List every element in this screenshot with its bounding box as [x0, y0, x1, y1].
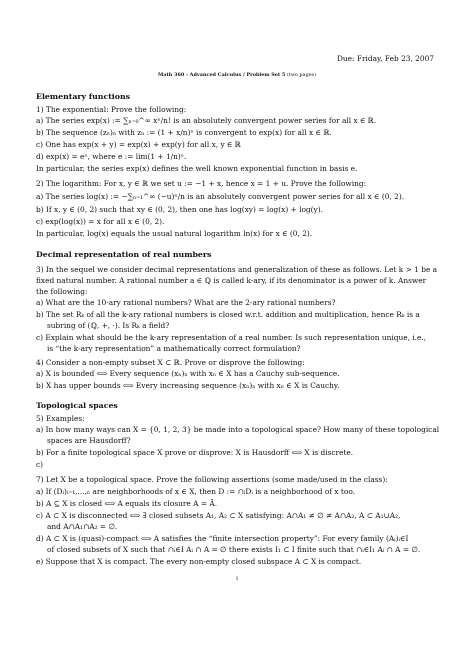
problem-7d-line1: d) A ⊂ X is (quasi)-compact ⟺ A satisfies the “finite intersection property”: For every family (Aᵢ)ᵢ∈I	[36, 534, 409, 543]
problem-1-note: In particular, the series exp(x) defines the well known exponential function in basis e.	[36, 164, 358, 173]
problem-7c-line1: c) A ⊂ X is disconnected ⟺ ∃ closed subsets A₁, A₂ ⊂ X satisfying: A∩A₁ ≠ ∅ ≠ A∩A₂, A ⊂ A₁∪A₂,	[36, 511, 401, 520]
problem-7a: a) If (Dᵢ)ᵢ₌₁,...,ₙ are neighborhoods of x ∈ X, then D := ∩ᵢDᵢ is a neighborhood of x too.	[36, 487, 355, 496]
section-heading-topological: Topological spaces	[36, 401, 118, 410]
problem-5b: b) For a finite topological space X prove or disprove: X is Hausdorff ⟺ X is discrete.	[36, 448, 354, 457]
problem-2c: c) exp(log(x)) = x for all x ∈ (0, 2).	[36, 217, 165, 226]
section-heading-decimal: Decimal representation of real numbers	[36, 250, 212, 259]
problem-3c-line2: is “the k-ary representation” a mathematically correct formulation?	[47, 344, 301, 353]
problem-3b-line2: subring of (ℚ, +, ·). Is Rₖ a field?	[47, 321, 170, 330]
problem-1a: a) The series exp(x) := ∑ₙ₌₀^∞ xⁿ/n! is an absolutely convergent power series for all x ∈ ℝ.	[36, 116, 377, 125]
problem-7-intro: 7) Let X be a topological space. Prove the following assertions (some made/used in the class):	[36, 475, 388, 484]
problem-2-intro: 2) The logarithm: For x, y ∈ ℝ we set u := −1 + x, hence x = 1 + u. Prove the following:	[36, 179, 367, 188]
problem-4a: a) X is bounded ⟺ Every sequence (xₙ)ₙ with xₙ ∈ X has a Cauchy sub-sequence.	[36, 369, 340, 378]
problem-1-intro: 1) The exponential: Prove the following:	[36, 105, 187, 114]
due-date: Due: Friday, Feb 23, 2007	[336, 54, 434, 63]
page-title	[0, 73, 474, 79]
problem-3b-line1: b) The set Rₖ of all the k-ary rational numbers is closed w.r.t. addition and multiplication, hence Rₖ is a	[36, 310, 420, 319]
problem-7d-line2: of closed subsets of X such that ∩ᵢ∈I Aᵢ ∩ A = ∅ there exists I₁ ⊂ I finite such that ∩ᵢ∈I₁ Aᵢ ∩ A = ∅.	[47, 545, 421, 554]
problem-3-line1: 3) In the sequel we consider decimal representations and generalization of these as follows. Let k > 1 be a	[36, 265, 438, 274]
problem-3c-line1: c) Explain what should be the k-ary representation of a real number. Is such representation unique, i.e.,	[36, 333, 427, 342]
problem-3-line2: fixed natural number. A rational number a ∈ ℚ is called k-ary, if its denominator is a power of k. Answer	[36, 276, 427, 285]
problem-3a: a) What are the 10-ary rational numbers? What are the 2-ary rational numbers?	[36, 298, 336, 307]
problem-5-intro: 5) Examples:	[36, 414, 85, 423]
problem-5a-line2: spaces are Hausdorff?	[47, 436, 131, 445]
problem-1c: c) One has exp(x + y) = exp(x) + exp(y) for all x, y ∈ ℝ	[36, 140, 241, 149]
problem-1b: b) The sequence (zₙ)ₙ with zₙ := (1 + x/n)ⁿ is convergent to exp(x) for all x ∈ ℝ.	[36, 128, 332, 137]
title-text: Math 360 - Advanced Calculus / Problem Set 5	[157, 72, 286, 78]
problem-2a: a) The series log(x) := −∑ₙ₌₁^∞ (−u)ⁿ/n is an absolutely convergent power series for all x ∈ (0, 2).	[36, 192, 405, 201]
problem-2b: b) If x, y ∈ (0, 2) such that xy ∈ (0, 2), then one has log(xy) = log(x) + log(y).	[36, 205, 323, 214]
problem-7c-line2: and A∩A₁∩A₂ = ∅.	[47, 522, 118, 531]
problem-7b: b) A ⊆ X is closed ⟺ A equals its closure A = Ā.	[36, 499, 218, 508]
title-suffix: (two pages)	[286, 72, 317, 78]
section-heading-elementary: Elementary functions	[36, 92, 131, 101]
problem-1d: d) exp(x) = eˣ, where e := lim(1 + 1/n)ⁿ.	[36, 152, 187, 161]
problem-5c: c)	[36, 460, 44, 469]
problem-4-intro: 4) Consider a non-empty subset X ⊂ ℝ. Prove or disprove the following:	[36, 358, 305, 367]
problem-2-note: In particular, log(x) equals the usual natural logarithm ln(x) for x ∈ (0, 2).	[36, 229, 313, 238]
problem-7e: e) Suppose that X is compact. The every non-empty closed subspace A ⊂ X is compact.	[36, 557, 362, 566]
problem-4b: b) X has upper bounds ⟺ Every increasing sequence (xₙ)ₙ with xₙ ∈ X is Cauchy.	[36, 381, 340, 390]
problem-3-line3: the following:	[36, 287, 88, 296]
problem-5a-line1: a) In how many ways can X = {0, 1, 2, 3} be made into a topological space? How many of these topological	[36, 425, 440, 434]
page-number: 1	[235, 576, 239, 582]
